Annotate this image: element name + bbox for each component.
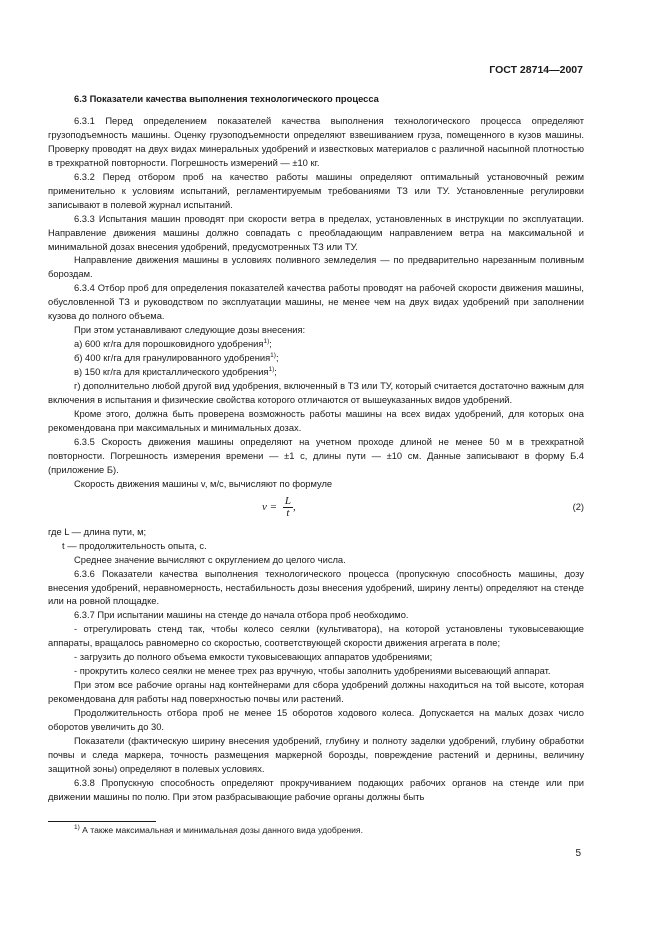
paragraph-6-3-7: 6.3.7 При испытании машины на стенде до начала отбора проб необходимо. (74, 610, 409, 621)
formula-fraction: $\frac{L}{t}$ (284, 494, 291, 519)
paragraph-all-fertilizers: Кроме этого, должна быть проверена возможность работы машины на всех видах удобрений, для которых она рекомендована при максимальных и минимальных дозах. (48, 408, 584, 433)
paragraph-speed-formula-intro: Скорость движения машины v, м/с, вычисляют по формуле (74, 478, 333, 489)
formula-number: (2) (572, 501, 584, 512)
formula-where-t: t — продолжительность опыта, с. (62, 540, 207, 551)
section-title: 6.3 Показатели качества выполнения технологического процесса (74, 94, 379, 104)
page-number: 5 (575, 848, 581, 859)
dose-item-d: г) дополнительно любой другой вид удобрения, включенный в ТЗ или ТУ, который считается достаточно важным для включения в испытания и физические свойства которого отличаются от вышеуказанных видов удобрений. (48, 381, 584, 406)
formula-where-l: где L — длина пути, м; (48, 526, 147, 537)
bullet-load-containers: - загрузить до полного объема емкости туковысевающих аппаратов удобрениями; (74, 652, 433, 663)
paragraph-6-3-5: 6.3.5 Скорость движения машины определяют на учетном проходе длиной не менее 50 м в трехкратной повторности. Погрешность измерения времени — ±1 с, длины пути — ±10 см. Данные записывают в форму Б.4 (приложение Б). (48, 436, 584, 475)
paragraph-6-3-3-direction: Направление движения машины в условиях поливного земледелия — по предварительно нарезанным поливным бороздам. (48, 255, 584, 280)
paragraph-rounding: Среднее значение вычисляют с округлением до целого числа. (74, 554, 346, 565)
standard-number: ГОСТ 28714—2007 (489, 64, 583, 76)
paragraph-6-3-2: 6.3.2 Перед отбором проб на качество работы машины определяют оптимальный установочный режим применительно к условиям испытаний, регламентируемым требованиями ТЗ или ТУ. Установленные регулировки записывают в полевой журнал испытаний. (48, 171, 584, 210)
dose-item-b: б) 400 кг/га для гранулированного удобрения$^{1)}$; (74, 352, 279, 364)
paragraph-6-3-1: 6.3.1 Перед определением показателей качества выполнения технологического процесса определяют грузоподъемность машины. Оценку грузоподъемности определяют взвешиванием груза, помещенного в кузов машины. Проверку проводят на двух видах минеральных удобрений и известковых материалов с различной насыпной плотностью в трехкратной повторности. Погрешность измерений — ±10 кг. (48, 115, 584, 168)
bullet-adjust-stand: - отрегулировать стенд так, чтобы колесо сеялки (культиватора), на которой установлены туковысевающие аппараты, вращалось равномерно со скоростью, соответствующей скорости движения агрегата в поле; (48, 624, 584, 649)
paragraph-sampling-duration: Продолжительность отбора проб не менее 15 оборотов ходового колеса. Допускается на малых дозах число оборотов увеличить до 30. (48, 708, 584, 733)
paragraph-working-height: При этом все рабочие органы над контейнерами для сбора удобрений должны находиться на той высоте, которая рекомендована для работы над поверхностью почвы или растений. (48, 680, 584, 705)
dose-item-a: а) 600 кг/га для порошковидного удобрения$^{1)}$; (74, 338, 272, 350)
paragraph-6-3-6: 6.3.6 Показатели качества выполнения технологического процесса (пропускную способность машины, дозу внесения удобрений, неравномерность, нестабильность дозы внесения удобрений, ширину ленты) определяют на стенде или на ровной площадке. (48, 568, 584, 607)
paragraph-field-indicators: Показатели (фактическую ширину внесения удобрений, глубину и полноту заделки удобрений, глубину обработки почвы и следа маркера, точность размещения маркерной борозды, повреждение растений и дернины, величину защитной зоны) определяют в полевых условиях. (48, 735, 584, 774)
footnote-text: А также максимальная и минимальная дозы данного вида удобрения. (82, 825, 363, 835)
document-body (48, 93, 584, 805)
footnote (74, 825, 363, 835)
footnote-mark: 1) (74, 824, 80, 832)
formula-expression: v = $\frac{L}{t}$ , (262, 494, 296, 519)
footnote-divider (48, 821, 156, 822)
paragraph-6-3-4: 6.3.4 Отбор проб для определения показателей качества работы проводят на рабочей скорости движения машины, обусловленной ТЗ и руководством по эксплуатации машины, не менее чем на двух видах удобрений при заполнении кузова до полного объема. (48, 283, 584, 322)
paragraph-doses-intro: При этом устанавливают следующие дозы внесения: (74, 325, 306, 336)
paragraph-6-3-8: 6.3.8 Пропускную способность определяют прокручиванием подающих рабочих органов на стенде или при движении машины по полю. При этом разбрасывающие рабочие органы должны быть (48, 777, 584, 802)
bullet-rotate-wheel: - прокрутить колесо сеялки не менее трех раз вручную, чтобы заполнить удобрениями высевающий аппарат. (74, 666, 551, 677)
formula-speed (48, 494, 584, 522)
paragraph-6-3-3: 6.3.3 Испытания машин проводят при скорости ветра в пределах, установленных в инструкции по эксплуатации. Направление движения машины должно совпадать с преобладающим направлением ветра на максимальной и минимальной дозах внесения удобрений, предусмотренных ТЗ или ТУ. (48, 213, 584, 252)
dose-item-c: в) 150 кг/га для кристаллического удобрения$^{1)}$; (74, 366, 277, 378)
